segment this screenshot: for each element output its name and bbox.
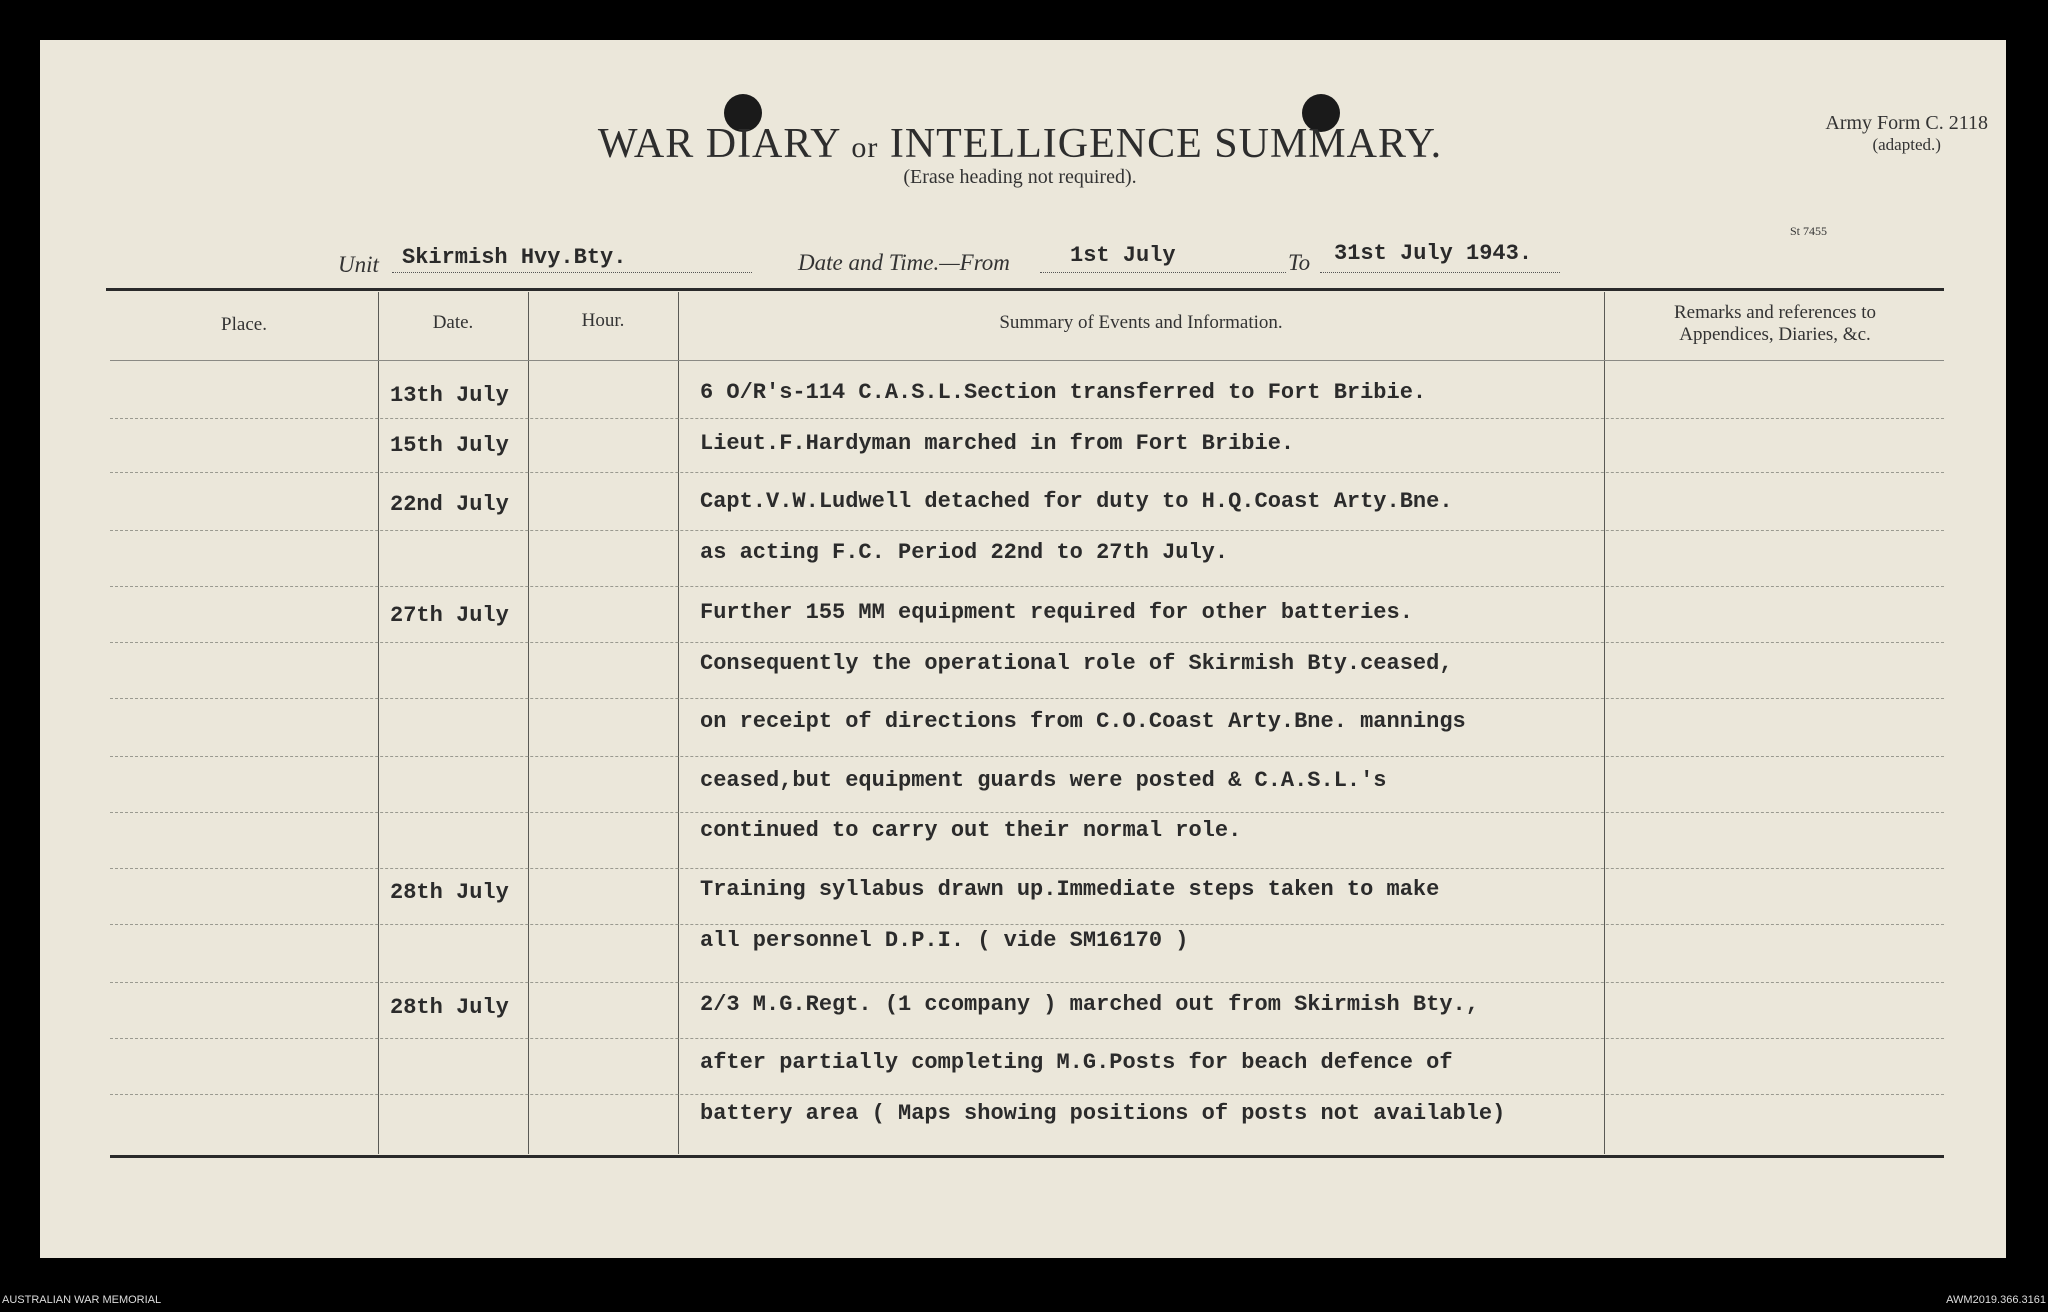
col-header-summary: Summary of Events and Information. [999,312,1283,333]
table-row-summary: Capt.V.W.Ludwell detached for duty to H.Q.Coast Arty.Bne. [700,489,1453,514]
table-row-summary: battery area ( Maps showing positions of posts not available) [700,1101,1506,1126]
unit-dotline [392,272,752,273]
title-war-diary: WAR DIARY [597,121,840,167]
to-value: 31st July 1943. [1334,241,1533,266]
page-title [90,120,1950,168]
row-rule [110,756,1944,757]
table-row-summary: 6 O/R's-114 C.A.S.L.Section transferred to Fort Bribie. [700,380,1427,405]
row-rule [110,698,1944,699]
document-page [40,40,2006,1258]
row-rule [110,530,1944,531]
col-header-hour: Hour. [581,310,625,331]
from-dotline [1040,272,1286,273]
table-row-summary: Further 155 MM equipment required for other batteries. [700,600,1413,625]
table-row-summary: all personnel D.P.I. ( vide SM16170 ) [700,928,1189,953]
footer-accession-number: AWM2019.366.3161 [1946,1294,2046,1306]
st-number: St 7455 [1790,224,1828,238]
unit-label: Unit [338,252,379,277]
title-intelligence-summary: INTELLIGENCE SUMMARY. [889,121,1443,167]
col-header-remarks: Remarks and references to Appendices, Diaries, &c. [1673,302,1877,345]
row-rule [110,642,1944,643]
col-divider-hour [678,292,679,1154]
row-rule [110,472,1944,473]
row-rule [110,812,1944,813]
row-rule [110,982,1944,983]
table-row-date: 22nd July [390,492,509,517]
table-row-summary: after partially completing M.G.Posts for beach defence of [700,1050,1453,1075]
table-row-date: 27th July [390,603,509,628]
table-bottom-rule [110,1155,1944,1158]
row-rule [110,868,1944,869]
row-rule [110,924,1944,925]
row-rule [110,418,1944,419]
row-rule [110,1094,1944,1095]
title-or: or [851,131,879,164]
table-row-summary: on receipt of directions from C.O.Coast Arty.Bne. mannings [700,709,1466,734]
col-divider-place [378,292,379,1154]
table-row-summary: continued to carry out their normal role. [700,818,1242,843]
army-form-label [1825,112,1988,156]
table-row-summary: Lieut.F.Hardyman marched in from Fort Bribie. [700,431,1295,456]
date-time-label: Date and Time.—From [798,250,1010,275]
col-divider-date [528,292,529,1154]
to-label: To [1288,250,1311,275]
from-value: 1st July [1070,243,1176,268]
table-row-date: 28th July [390,995,509,1020]
army-form-adapted: (adapted.) [1872,135,1941,154]
col-header-date: Date. [432,312,474,333]
row-rule [110,586,1944,587]
table-row-summary: as acting F.C. Period 22nd to 27th July. [700,540,1229,565]
table-row-date: 15th July [390,433,509,458]
table-row-summary: Consequently the operational role of Skirmish Bty.ceased, [700,651,1453,676]
unit-value: Skirmish Hvy.Bty. [402,245,627,270]
table-row-summary: 2/3 M.G.Regt. (1 ccompany ) marched out from Skirmish Bty., [700,992,1479,1017]
footer-archive-name: AUSTRALIAN WAR MEMORIAL [2,1294,162,1306]
row-rule [110,1038,1944,1039]
page-subtitle: (Erase heading not required). [903,166,1137,188]
table-top-rule [106,288,1944,291]
col-divider-summary [1604,292,1605,1154]
col-header-place: Place. [221,314,267,335]
table-row-date: 13th July [390,383,509,408]
table-row-summary: Training syllabus drawn up.Immediate steps taken to make [700,877,1440,902]
header-separator [110,360,1944,361]
to-dotline [1320,272,1560,273]
army-form-number: Army Form C. 2118 [1825,112,1988,134]
table-row-date: 28th July [390,880,509,905]
table-row-summary: ceased,but equipment guards were posted & C.A.S.L.'s [700,768,1387,793]
